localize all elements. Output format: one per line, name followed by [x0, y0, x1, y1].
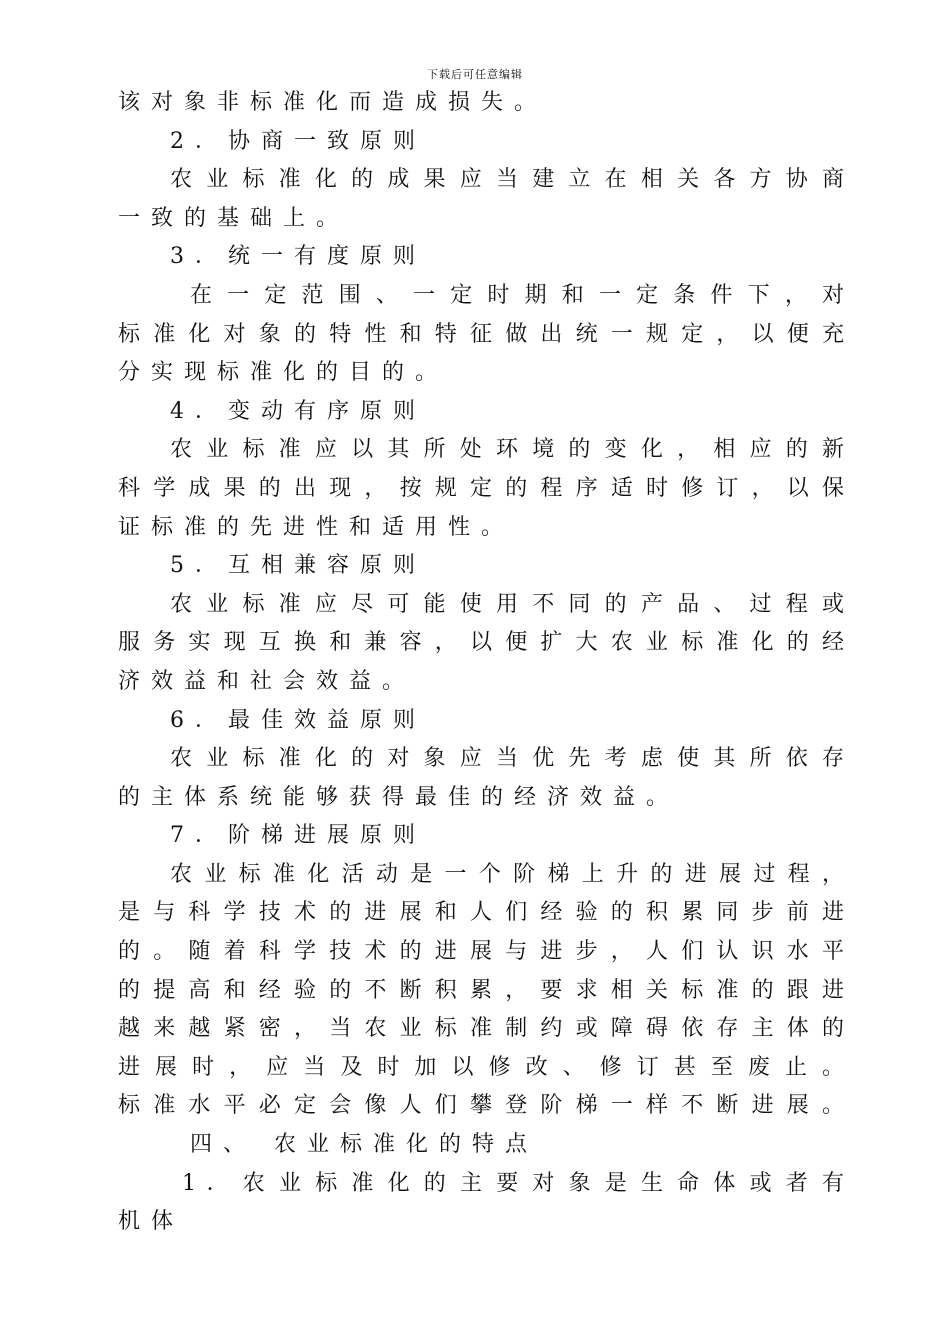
paragraph-line: 服 务 实 现 互 换 和 兼 容 ， 以 便 扩 大 农 业 标 准 化 的 经 — [118, 630, 844, 656]
paragraph-line: 标 准 水 平 必 定 会 像 人 们 攀 登 阶 梯 一 样 不 断 进 展 。 — [118, 1093, 844, 1119]
section-heading: 3．统一有度原则 — [170, 244, 426, 270]
paragraph-line: 农 业 标 准 化 活 动 是 一 个 阶 梯 上 升 的 进 展 过 程 ， — [170, 861, 844, 887]
section-heading: 2．协商一致原则 — [170, 128, 426, 154]
paragraph-line: 农 业 标 准 应 尽 可 能 使 用 不 同 的 产 品 、 过 程 或 — [170, 591, 844, 617]
paragraph-line: 标 准 化 对 象 的 特 性 和 特 征 做 出 统 一 规 定 ， 以 便 充 — [118, 321, 844, 347]
paragraph-line: 分实现标准化的目的。 — [118, 360, 449, 386]
paragraph-line: 证标准的先进性和适用性。 — [118, 514, 515, 540]
paragraph-line: 1 ． 农 业 标 准 化 的 主 要 对 象 是 生 命 体 或 者 有 — [182, 1170, 844, 1196]
paragraph-line: 是 与 科 学 技 术 的 进 展 和 人 们 经 验 的 积 累 同 步 前 进 — [118, 900, 844, 926]
paragraph-line: 在 一 定 范 围 、 一 定 时 期 和 一 定 条 件 下 ， 对 — [190, 282, 844, 308]
paragraph-line: 农 业 标 准 化 的 成 果 应 当 建 立 在 相 关 各 方 协 商 — [170, 167, 844, 193]
paragraph-line: 进 展 时 ， 应 当 及 时 加 以 修 改 、 修 订 甚 至 废 止 。 — [118, 1054, 844, 1080]
paragraph-line: 该对象非标准化而造成损失。 — [118, 90, 548, 115]
paragraph-line: 机体 — [118, 1209, 185, 1235]
paragraph-line: 农 业 标 准 应 以 其 所 处 环 境 的 变 化 ， 相 应 的 新 — [170, 437, 844, 463]
paragraph-line: 一致的基础上。 — [118, 205, 350, 231]
document-body — [118, 84, 844, 1242]
paragraph-line: 农 业 标 准 化 的 对 象 应 当 优 先 考 虑 使 其 所 依 存 — [170, 746, 844, 772]
chapter-heading: 四、 农业标准化的特点 — [190, 1132, 538, 1158]
page-header: 下载后可任意编辑 — [427, 68, 523, 81]
paragraph-line: 的主体系统能够获得最佳的经济效益。 — [118, 784, 680, 810]
paragraph-line: 的 提 高 和 经 验 的 不 断 积 累 ， 要 求 相 关 标 准 的 跟 进 — [118, 977, 844, 1003]
section-heading: 7．阶梯进展原则 — [170, 823, 426, 849]
paragraph-line: 科 学 成 果 的 出 现 ， 按 规 定 的 程 序 适 时 修 订 ， 以 保 — [118, 475, 844, 501]
section-heading: 4．变动有序原则 — [170, 398, 426, 424]
paragraph-line: 越 来 越 紧 密 ， 当 农 业 标 准 制 约 或 障 碍 依 存 主 体 的 — [118, 1016, 844, 1042]
section-heading: 5．互相兼容原则 — [170, 553, 426, 579]
paragraph-line: 济效益和社会效益。 — [118, 668, 416, 694]
paragraph-line: 的 。 随 着 科 学 技 术 的 进 展 与 进 步 ， 人 们 认 识 水 平 — [118, 939, 844, 965]
section-heading: 6．最佳效益原则 — [170, 707, 426, 733]
